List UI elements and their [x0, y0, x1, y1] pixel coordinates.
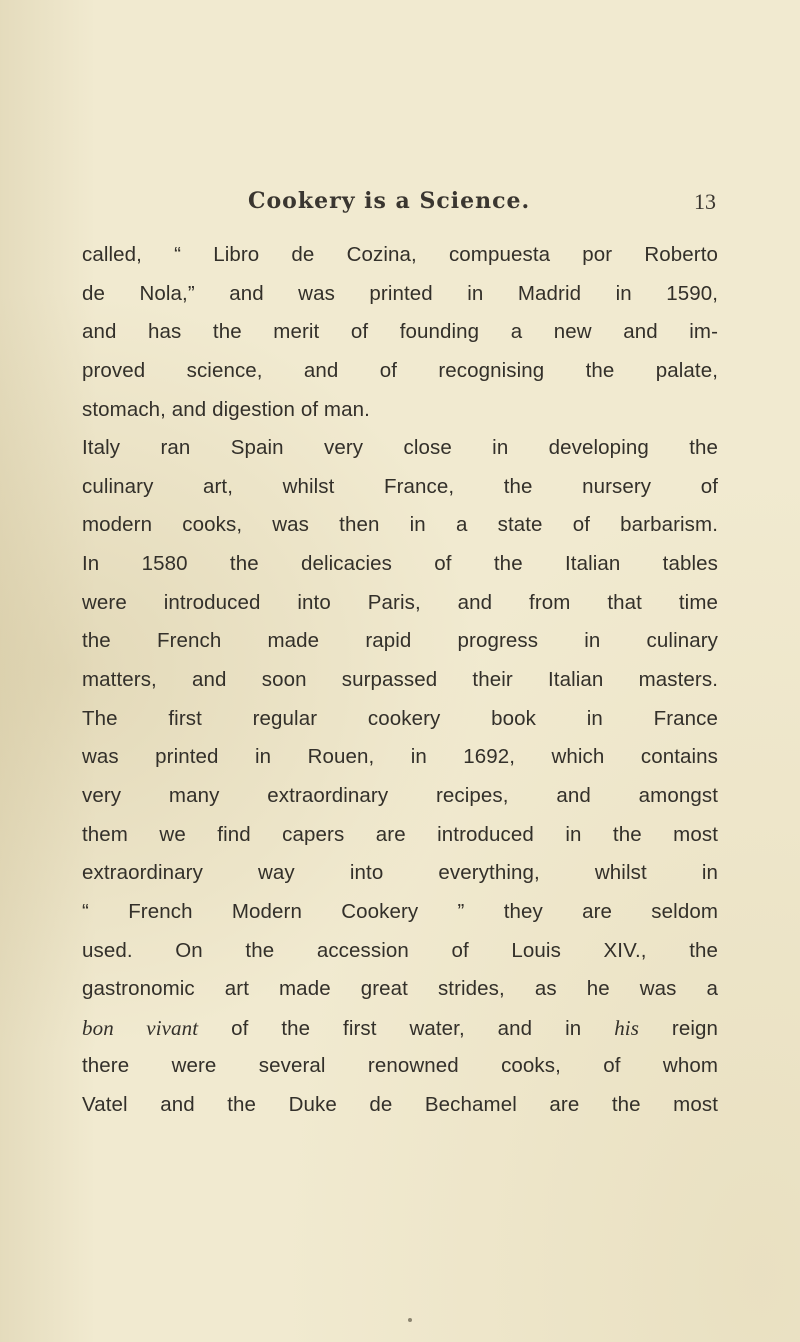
text-line: there were several renowned cooks, of whom [82, 1054, 718, 1078]
text-line: were introduced into Paris, and from that time [82, 590, 718, 614]
text-line: used. On the accession of Louis XIV., the [82, 938, 718, 962]
body-text [82, 236, 718, 1125]
text-line: Vatel and the Duke de Bechamel are the most [82, 1093, 718, 1117]
text-line: “ French Modern Cookery ” they are seldom [82, 899, 718, 923]
text-run: of the first water, and in [198, 1016, 615, 1040]
text-line: and has the merit of founding a new and im- [82, 320, 718, 344]
page-header [0, 176, 800, 216]
text-line: was printed in Rouen, in 1692, which contains [82, 745, 718, 769]
text-line: In 1580 the delicacies of the Italian tables [82, 552, 718, 576]
text-line: modern cooks, was then in a state of barbarism. [82, 513, 718, 537]
text-line: stomach, and digestion of man. [82, 397, 370, 421]
italic-phrase: bon vivant [82, 1015, 199, 1040]
text-line: de Nola,” and was printed in Madrid in 1590, [82, 281, 718, 305]
text-line: Italy ran Spain very close in developing the [82, 436, 718, 460]
text-line: gastronomic art made great strides, as he was a [82, 977, 718, 1001]
text-line: The first regular cookery book in France [82, 706, 718, 730]
page-number: 13 [694, 189, 716, 214]
text-line: the French made rapid progress in culinary [82, 629, 718, 653]
italic-word: his [614, 1015, 639, 1040]
text-line: very many extraordinary recipes, and amongst [82, 783, 718, 807]
text-line: extraordinary way into everything, whilst in [82, 861, 718, 885]
text-line: proved science, and of recognising the palate, [82, 358, 718, 382]
text-line: called, “ Libro de Cozina, compuesta por Roberto [82, 243, 718, 266]
text-run: reign [639, 1016, 719, 1040]
text-line: culinary art, whilst France, the nursery of [82, 474, 718, 498]
text-line: matters, and soon surpassed their Italian masters. [82, 668, 718, 692]
paper-speck [408, 1318, 412, 1322]
running-head: Cookery is a Science. [248, 188, 531, 214]
text-line: them we find capers are introduced in the most [82, 822, 718, 846]
text-line-mixed [82, 1009, 718, 1048]
